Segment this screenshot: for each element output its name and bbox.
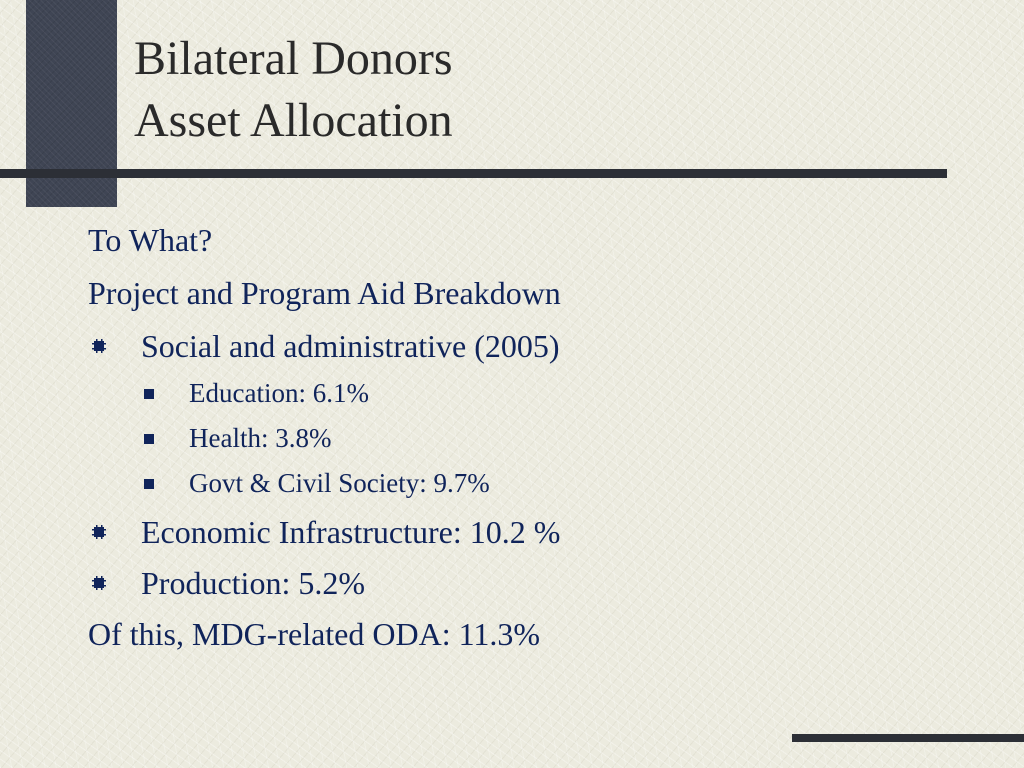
- filled-square-bullet-icon: [144, 434, 154, 444]
- filled-square-bullet-icon: [144, 479, 154, 489]
- hash-square-bullet-icon: [91, 575, 107, 591]
- bullet-label-economic: Economic Infrastructure: 10.2 %: [141, 514, 561, 550]
- hash-square-bullet-icon: [91, 524, 107, 540]
- sub-item-health: [88, 422, 988, 455]
- sub-label-govt: Govt & Civil Society: 9.7%: [189, 468, 490, 498]
- bullet-label-production: Production: 5.2%: [141, 565, 365, 601]
- sub-label-education: Education: 6.1%: [189, 378, 369, 408]
- slide-body: [88, 220, 988, 667]
- title-line-1: Bilateral Donors: [134, 32, 453, 85]
- body-line-mdg: Of this, MDG-related ODA: 11.3%: [88, 616, 541, 652]
- body-line-to-what: To What?: [88, 222, 213, 258]
- slide-title: [134, 28, 453, 152]
- body-line-breakdown: Project and Program Aid Breakdown: [88, 275, 561, 311]
- bullet-item-production: [88, 563, 988, 603]
- bullet-label-social: Social and administrative (2005): [141, 328, 560, 364]
- hash-square-bullet-icon: [91, 338, 107, 354]
- bullet-item-economic: [88, 512, 988, 552]
- footer-rule: [792, 734, 1024, 742]
- sub-item-govt: [88, 467, 988, 500]
- title-divider: [0, 169, 947, 178]
- sub-item-education: [88, 377, 988, 410]
- bullet-item-social: [88, 326, 988, 366]
- sub-label-health: Health: 3.8%: [189, 423, 332, 453]
- title-line-2: Asset Allocation: [134, 94, 453, 147]
- filled-square-bullet-icon: [144, 389, 154, 399]
